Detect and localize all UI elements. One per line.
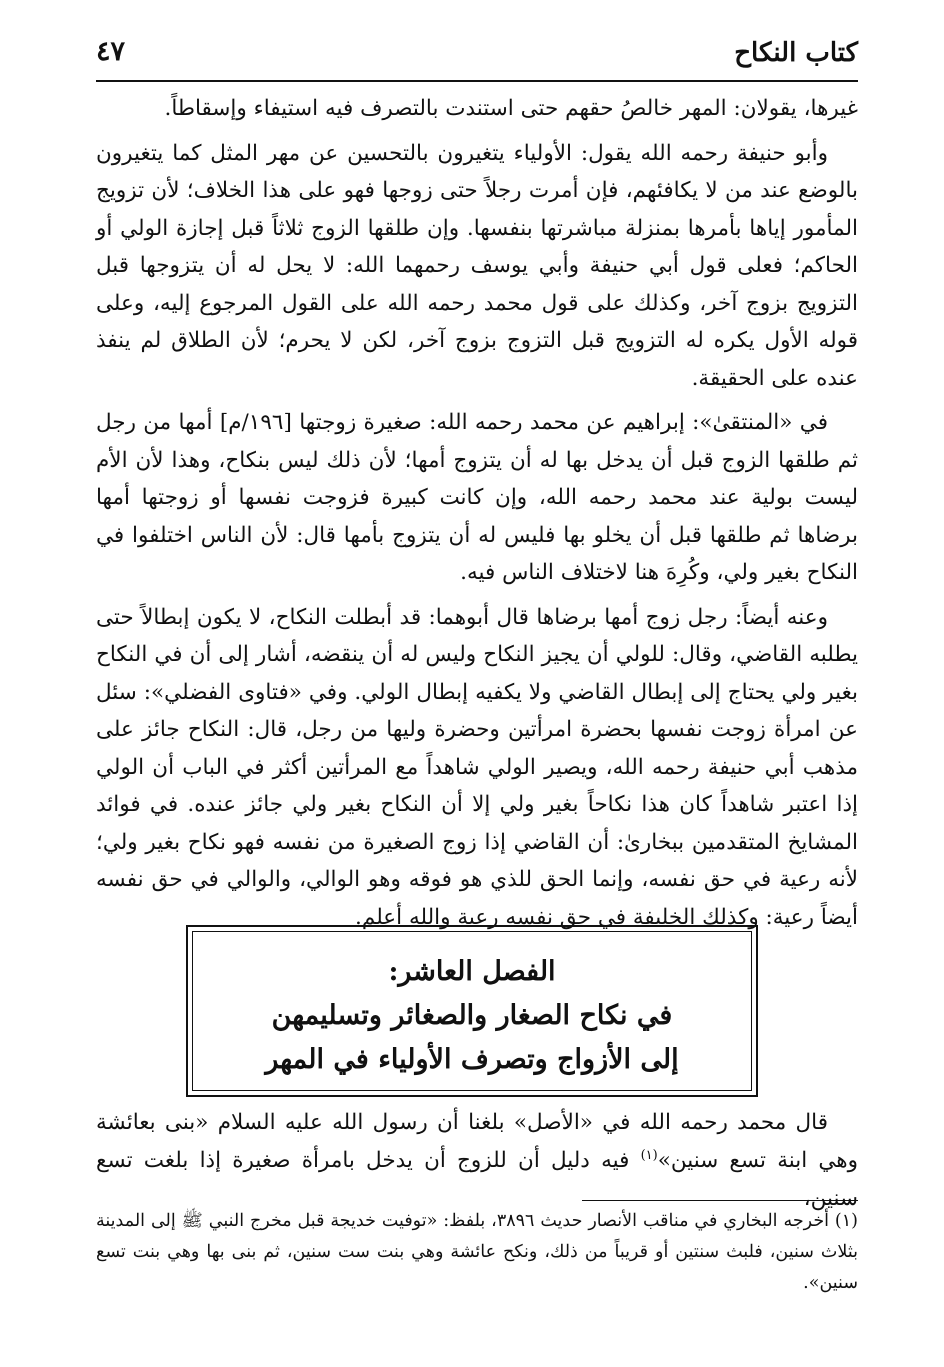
- paragraph: وعنه أيضاً: رجل زوج أمها برضاها قال أبوهما: قد أبطلت النكاح، لا يكون إبطالاً حتى يطلبه القاضي، وقال: للولي أن يجيز النكاح وليس له أن ينقضه، أشار إلى أن في النكاح بغير ولي يحتاج إلى إبطال القاضي ولا يكفيه إبطال الولي. وفي «فتاوى الفضلي»: سئل عن امرأة زوجت نفسها بحضرة امرأتين وحضرة وليها من رجل، قال: النكاح جائز على مذهب أبي حنيفة رحمه الله، ويصير الولي شاهداً مع المرأتين أكثر في الباب أن الولي إذا اعتبر شاهداً كان هذا نكاحاً بغير ولي إلا أن النكاح بغير ولي جائز عنده. في فوائد المشايخ المتقدمين ببخارىٰ: أن القاضي إذا زوج الصغيرة من نفسه فهو نكاح بغير ولي؛ لأنه رعية في حق نفسه، وإنما الحق للذي هو فوقه وهو الوالي، والوالي في حق نفسه أيضاً رعية: وكذلك الخليفة في حق نفسه رعية والله أعلم.: [96, 604, 858, 930]
- page-number: ٤٧: [96, 36, 126, 67]
- paragraph: غيرها، يقولان: المهر خالصُ حقهم حتى استندت بالتصرف فيه استيفاء وإسقاطاً.: [164, 96, 858, 121]
- page-header: [96, 30, 858, 82]
- paragraph-text: فيه دليل أن للزوج أن يدخل بامرأة صغيرة إذا بلغت تسع سنين،: [96, 1148, 858, 1211]
- paragraph: في «المنتقىٰ»: إبراهيم عن محمد رحمه الله: صغيرة زوجتها [١٩٦/م] أمها من رجل ثم طلقها الزوج قبل أن يدخل بها له أن يتزوج أمها؛ لأن ذلك ليس بنكاح، وهذا لأن الأم ليست بولية عند محمد رحمه الله، وإن كانت كبيرة فزوجت نفسها أو زوجتها أمها برضاها ثم طلقها قبل أن يخلو بها فليس له أن يتزوج بأمها قال: لأن الناس اختلفوا في النكاح بغير ولي، وكُرِهَ هنا لاختلاف الناس فيه.: [96, 410, 858, 585]
- section-number: الفصل العاشر:: [388, 956, 556, 987]
- paragraph-text: قال محمد رحمه الله في «الأصل» بلغنا أن رسول الله عليه السلام «بنى بعائشة وهي ابنة تسع سنين»: [96, 1110, 859, 1173]
- section-title-line: إلى الأزواج وتصرف الأولياء في المهر: [265, 1044, 679, 1075]
- main-text: [96, 90, 858, 943]
- paragraph: وأبو حنيفة رحمه الله يقول: الأولياء يتغيرون بالتحسين عن مهر المثل كما يتغيرون بالوضع عند من لا يكافئهم، فإن أمرت رجلاً حتى زوجها فهو على هذا الخلاف؛ لأن تزويج المأمور إياها بأمرها بمنزلة مباشرتها بنفسها. وإن طلقها الزوج ثلاثاً قبل إجازة الولي أو الحاكم؛ فعلى قول أبي حنيفة وأبي يوسف رحمهما الله: لا يحل له أن يتزوجها قبل التزويج بزوج آخر، وكذلك على قول محمد رحمه الله على القول المرجوع إليه، وعلى قوله الأول يكره له التزويج قبل التزوج بزوج آخر، لكن لا يحرم؛ لأن الطلاق لم ينفذ عنده على الحقيقة.: [96, 140, 858, 391]
- section-title-line: في نكاح الصغار والصغائر وتسليمهن: [271, 1000, 673, 1031]
- header-rule: [96, 80, 858, 82]
- footnote-text: (١) أخرجه البخاري في مناقب الأنصار حديث ٣٨٩٦، بلفظ: «توفيت خديجة قبل مخرج النبي ﷺ إلى المدينة بثلاث سنين، فلبث سنتين أو قريباً من ذلك، ونكح عائشة وهي بنت ست سنين، ثم بنى بها وهي بنت تسع سنين».: [96, 1211, 858, 1293]
- section-heading-box: [186, 925, 758, 1097]
- footnote-reference[interactable]: (١): [640, 1147, 658, 1163]
- footnote-rule: [582, 1200, 858, 1201]
- section-heading-frame: [192, 931, 752, 1091]
- footnote: [96, 1206, 858, 1299]
- chapter-title: كتاب النكاح: [734, 38, 858, 68]
